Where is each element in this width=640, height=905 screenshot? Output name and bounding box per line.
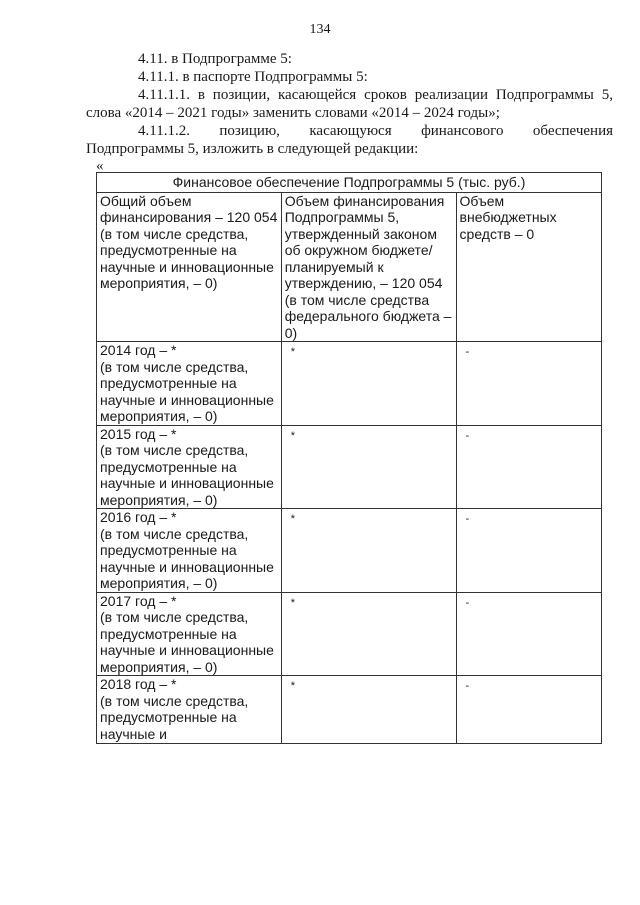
year-note: (в том числе средства, предусмотренные на научные и	[100, 692, 249, 742]
budget-value: *	[290, 680, 295, 692]
budget-value: *	[290, 513, 295, 525]
table-row	[97, 592, 602, 676]
financing-table	[96, 172, 602, 744]
header-budget-financing: Объем финансирования Подпрограммы 5, утвержденный законом об окружном бюджете/ планируемый к утверждению, – 120 054 (в том числе средства федерального бюджета – 0)	[281, 192, 456, 342]
table-row	[97, 342, 602, 426]
table-title-row	[97, 173, 602, 193]
table-row	[97, 509, 602, 593]
paragraph-4-11: 4.11. в Подпрограмме 5:	[138, 51, 292, 67]
paragraph-4-11-1-2: 4.11.1.2. позицию, касающуюся финансового обеспечения	[138, 123, 613, 139]
year-note: (в том числе средства, предусмотренные на научные и инновационные мероприятия, – 0)	[100, 442, 274, 508]
opening-quote: «	[96, 158, 104, 174]
extrabudgetary-value: -	[465, 596, 470, 609]
paragraph-4-11-1-1: 4.11.1.1. в позиции, касающейся сроков реализации Подпрограммы 5, слова «2014 – 2021 годы» заменить словами «2014 – 2024 годы»;	[86, 87, 613, 121]
budget-value: *	[290, 429, 295, 442]
table-header-row	[97, 192, 602, 342]
extrabudgetary-value: -	[465, 429, 470, 442]
paragraph-4-11-1-2-cont: Подпрограммы 5, изложить в следующей редакции:	[86, 141, 419, 157]
year-label: 2016 год – *	[100, 509, 177, 525]
year-note: (в том числе средства, предусмотренные на научные и инновационные мероприятия, – 0)	[100, 525, 274, 591]
table-row	[97, 425, 602, 509]
year-label: 2015 год – *	[100, 425, 177, 442]
extrabudgetary-value: -	[465, 513, 470, 525]
header-total-financing: Общий объем финансирования – 120 054 (в том числе средства, предусмотренные на научные и инновационные мероприятия, – 0)	[97, 192, 282, 342]
page-number: 134	[309, 22, 331, 37]
table-title: Финансовое обеспечение Подпрограммы 5 (тыс. руб.)	[97, 173, 602, 193]
year-label: 2018 год – *	[100, 676, 177, 692]
extrabudgetary-value: -	[465, 680, 470, 692]
extrabudgetary-value: -	[465, 346, 470, 358]
year-note: (в том числе средства, предусмотренные на научные и инновационные мероприятия, – 0)	[100, 358, 274, 424]
paragraph-4-11-1: 4.11.1. в паспорте Подпрограммы 5:	[138, 69, 368, 85]
budget-value: *	[290, 346, 295, 358]
year-label: 2017 год – *	[100, 592, 177, 609]
year-note: (в том числе средства, предусмотренные на научные и инновационные мероприятия, – 0)	[100, 609, 274, 675]
budget-value: *	[290, 596, 295, 609]
year-label: 2014 год – *	[100, 342, 177, 358]
table-row	[97, 676, 602, 744]
header-extrabudgetary: Объем внебюджетных средств – 0	[456, 192, 601, 342]
